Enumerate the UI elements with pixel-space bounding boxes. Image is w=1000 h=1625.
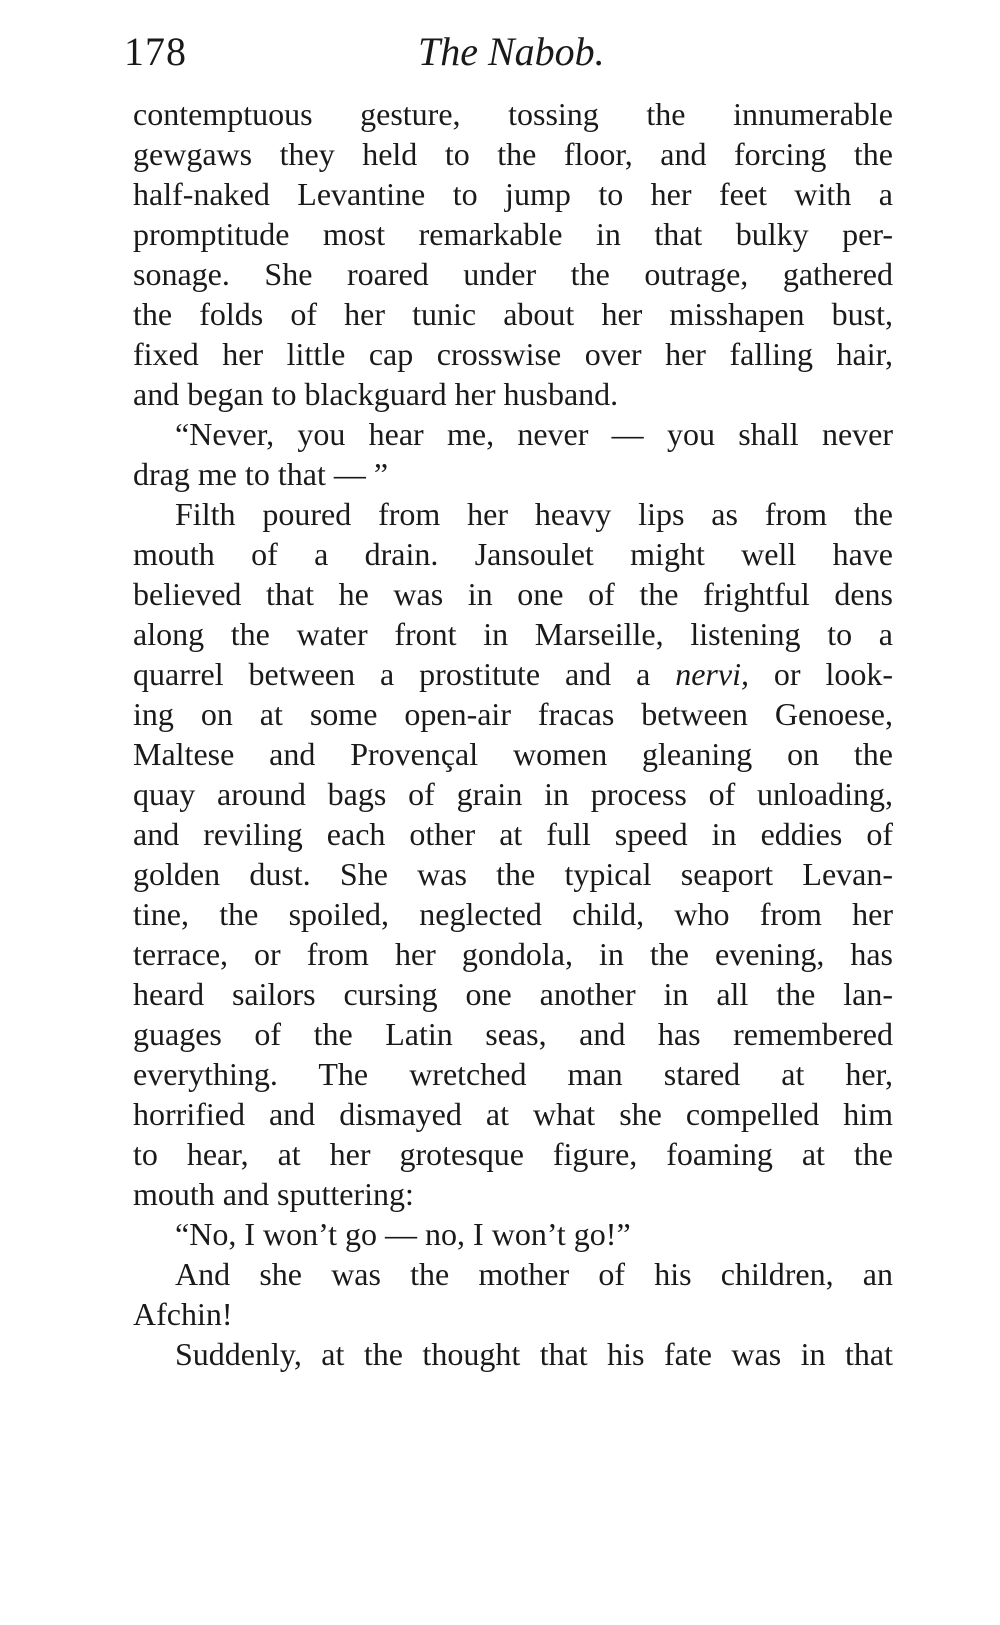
text-line: golden dust. She was the typical seaport Levan-	[133, 856, 893, 892]
text-line: everything. The wretched man stared at her,	[133, 1056, 893, 1092]
text-line: “Never, you hear me, never — you shall never	[175, 416, 893, 452]
text-line: the folds of her tunic about her misshapen bust,	[133, 296, 893, 332]
page-number: 178	[124, 29, 187, 74]
text-line: Afchin!	[133, 1296, 233, 1332]
text-line: and began to blackguard her husband.	[133, 376, 619, 412]
text-line: drag me to that — ”	[133, 456, 389, 492]
text-line: heard sailors cursing one another in all the lan-	[133, 976, 893, 1012]
text-line: fixed her little cap crosswise over her falling hair,	[133, 336, 893, 372]
page-header	[0, 14, 1000, 74]
text-line: gewgaws they held to the floor, and forcing the	[133, 136, 893, 172]
text-line: Filth poured from her heavy lips as from the	[175, 496, 893, 532]
text-segment: or look-	[748, 656, 893, 692]
text-line: Suddenly, at the thought that his fate was in that	[175, 1336, 893, 1372]
text-line: ing on at some open-air fracas between Genoese,	[133, 696, 893, 732]
italic-word: nervi,	[675, 656, 749, 692]
text-line: Maltese and Provençal women gleaning on the	[133, 736, 893, 772]
text-line: and reviling each other at full speed in eddies of	[133, 816, 893, 852]
text-line: quay around bags of grain in process of unloading,	[133, 776, 893, 812]
text-line: And she was the mother of his children, an	[175, 1256, 893, 1292]
text-line: mouth and sputtering:	[133, 1176, 414, 1212]
text-line: tine, the spoiled, neglected child, who from her	[133, 896, 893, 932]
text-line: “No, I won’t go — no, I won’t go!”	[175, 1216, 631, 1252]
text-line: guages of the Latin seas, and has remembered	[133, 1016, 893, 1052]
text-line: terrace, or from her gondola, in the evening, has	[133, 936, 893, 972]
text-line: sonage. She roared under the outrage, gathered	[133, 256, 893, 292]
text-line-with-italic	[133, 654, 893, 694]
text-line: horrified and dismayed at what she compelled him	[133, 1096, 893, 1132]
text-line: promptitude most remarkable in that bulky per-	[133, 216, 893, 252]
text-segment: quarrel between a prostitute and a	[133, 656, 676, 692]
text-line: believed that he was in one of the frightful dens	[133, 576, 893, 612]
text-line: half-naked Levantine to jump to her feet with a	[133, 176, 893, 212]
body-text	[133, 94, 893, 1374]
running-title: The Nabob.	[418, 29, 605, 74]
text-line: contemptuous gesture, tossing the innumerable	[133, 96, 893, 132]
text-line: to hear, at her grotesque figure, foaming at the	[133, 1136, 893, 1172]
text-line: along the water front in Marseille, listening to a	[133, 616, 893, 652]
text-line: mouth of a drain. Jansoulet might well have	[133, 536, 893, 572]
